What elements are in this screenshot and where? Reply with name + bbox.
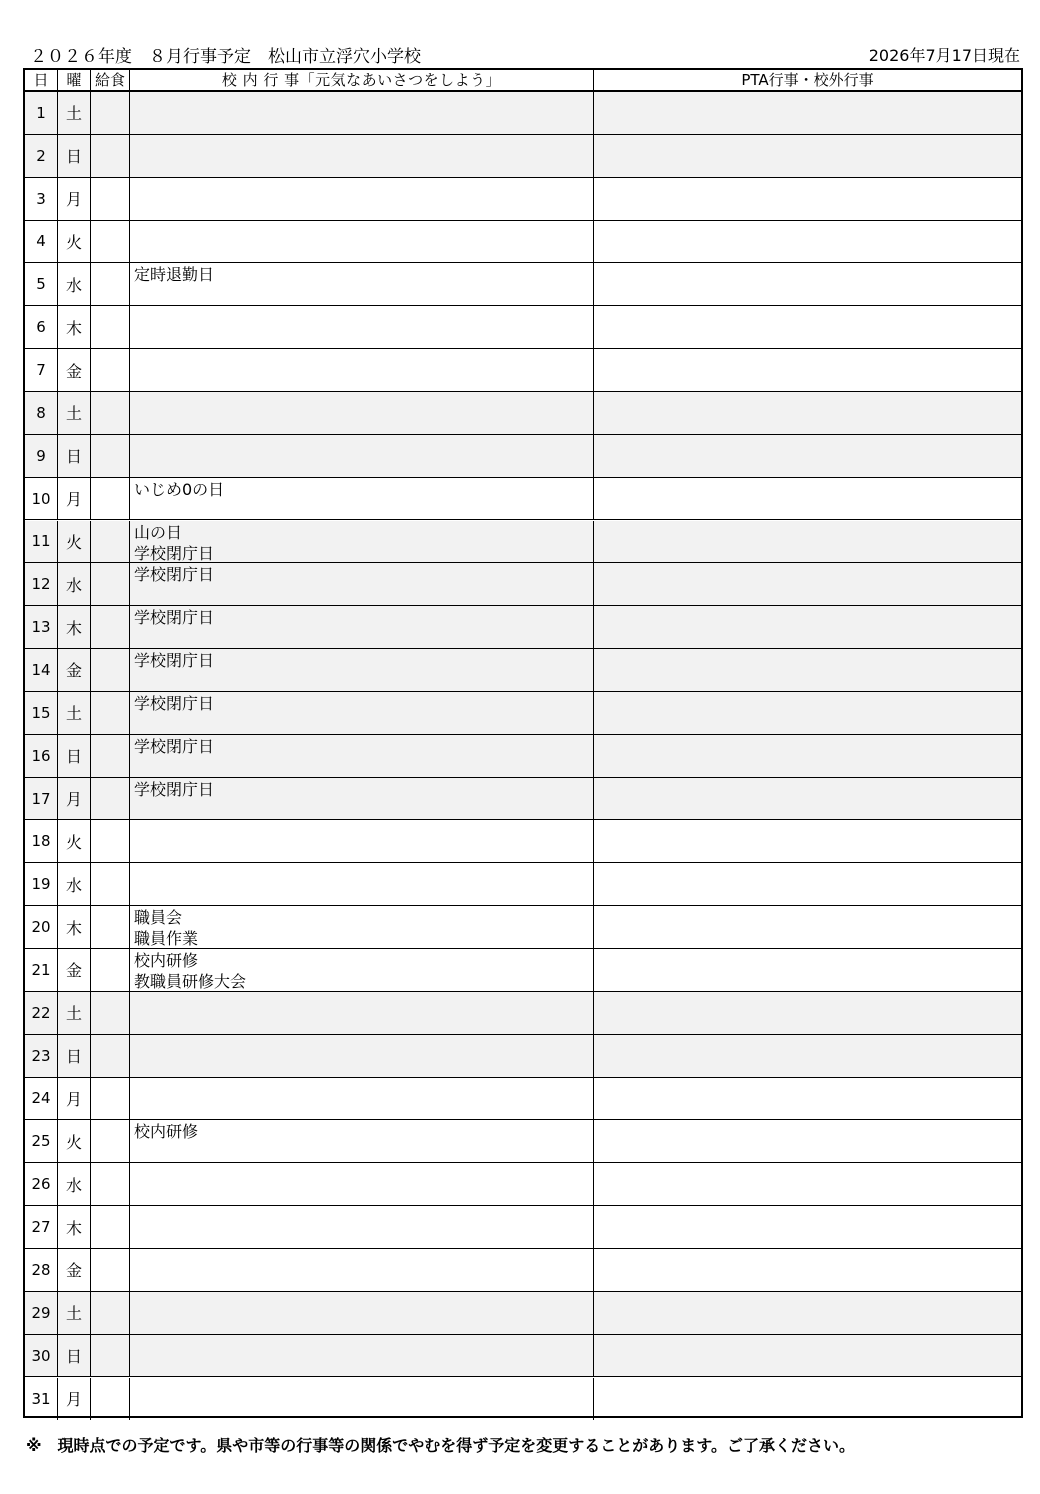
day-number: 22	[25, 992, 58, 1034]
weekday: 水	[58, 263, 91, 305]
day-number: 23	[25, 1035, 58, 1077]
lunch-cell	[91, 1163, 130, 1205]
weekday: 木	[58, 606, 91, 648]
lunch-cell	[91, 221, 130, 263]
weekday: 木	[58, 306, 91, 348]
pta-events-cell	[594, 1078, 1021, 1120]
table-row	[25, 606, 1021, 649]
document-title: ２０２６年度 ８月行事予定 松山市立浮穴小学校	[30, 47, 421, 67]
pta-events-cell	[594, 563, 1021, 605]
day-number: 9	[25, 435, 58, 477]
weekday: 水	[58, 863, 91, 905]
day-number: 18	[25, 820, 58, 862]
school-events-cell	[130, 606, 594, 648]
school-events-cell	[130, 1163, 594, 1205]
school-event: 学校閉庁日	[134, 543, 215, 563]
school-events-cell	[130, 563, 594, 605]
table-row	[25, 521, 1021, 564]
lunch-cell	[91, 92, 130, 134]
table-row	[25, 135, 1021, 178]
table-row	[25, 306, 1021, 349]
table-row	[25, 1163, 1021, 1206]
pta-events-cell	[594, 735, 1021, 777]
pta-events-cell	[594, 820, 1021, 862]
table-row	[25, 735, 1021, 778]
lunch-cell	[91, 649, 130, 691]
school-events-cell	[130, 92, 594, 134]
table-row	[25, 949, 1021, 992]
table-row	[25, 478, 1021, 521]
weekday: 火	[58, 820, 91, 862]
table-row	[25, 1335, 1021, 1378]
school-events-cell	[130, 306, 594, 348]
pta-events-cell	[594, 435, 1021, 477]
weekday: 金	[58, 349, 91, 391]
lunch-cell	[91, 135, 130, 177]
lunch-cell	[91, 435, 130, 477]
pta-events-cell	[594, 949, 1021, 991]
pta-events-cell	[594, 1335, 1021, 1377]
school-event: 学校閉庁日	[134, 736, 215, 756]
weekday: 日	[58, 1035, 91, 1077]
day-number: 6	[25, 306, 58, 348]
table-row	[25, 435, 1021, 478]
lunch-cell	[91, 306, 130, 348]
lunch-cell	[91, 606, 130, 648]
weekday: 月	[58, 1378, 91, 1421]
pta-events-cell	[594, 478, 1021, 520]
footnote: ※ 現時点での予定です。県や市等の行事等の関係でやむを得ず予定を変更することがあります。ご了承ください。	[26, 1436, 855, 1455]
weekday: 火	[58, 521, 91, 563]
table-row	[25, 863, 1021, 906]
day-number: 27	[25, 1206, 58, 1248]
weekday: 月	[58, 178, 91, 220]
table-row	[25, 563, 1021, 606]
pta-events-cell	[594, 1249, 1021, 1291]
school-events-cell	[130, 649, 594, 691]
table-row	[25, 392, 1021, 435]
day-number: 14	[25, 649, 58, 691]
school-event: 職員会	[134, 908, 183, 928]
pta-events-cell	[594, 606, 1021, 648]
school-events-cell	[130, 1206, 594, 1248]
table-row	[25, 1078, 1021, 1121]
weekday: 日	[58, 1335, 91, 1377]
lunch-cell	[91, 178, 130, 220]
table-row	[25, 906, 1021, 949]
lunch-cell	[91, 778, 130, 820]
school-events-cell	[130, 778, 594, 820]
header-lunch: 給食	[91, 70, 130, 90]
school-events-cell	[130, 349, 594, 391]
day-number: 7	[25, 349, 58, 391]
school-events-cell	[130, 992, 594, 1034]
lunch-cell	[91, 563, 130, 605]
weekday: 土	[58, 392, 91, 434]
school-events-cell	[130, 435, 594, 477]
weekday: 土	[58, 692, 91, 734]
pta-events-cell	[594, 992, 1021, 1034]
pta-events-cell	[594, 1120, 1021, 1162]
lunch-cell	[91, 906, 130, 948]
school-events-cell	[130, 1120, 594, 1162]
lunch-cell	[91, 521, 130, 563]
table-row	[25, 1035, 1021, 1078]
school-events-cell	[130, 1292, 594, 1334]
pta-events-cell	[594, 135, 1021, 177]
header-date: 日	[25, 70, 58, 90]
pta-events-cell	[594, 1292, 1021, 1334]
school-event: 教職員研修大会	[134, 972, 247, 991]
lunch-cell	[91, 820, 130, 862]
day-number: 15	[25, 692, 58, 734]
lunch-cell	[91, 735, 130, 777]
table-row	[25, 1378, 1021, 1421]
header-pta-events: PTA行事・校外行事	[741, 70, 874, 89]
pta-events-cell	[594, 392, 1021, 434]
school-events-cell	[130, 263, 594, 305]
lunch-cell	[91, 1292, 130, 1334]
pta-events-cell	[594, 306, 1021, 348]
weekday: 月	[58, 1078, 91, 1120]
weekday: 日	[58, 435, 91, 477]
weekday: 水	[58, 1163, 91, 1205]
day-number: 25	[25, 1120, 58, 1162]
school-events-cell	[130, 1378, 594, 1421]
pta-events-cell	[594, 521, 1021, 563]
weekday: 金	[58, 1249, 91, 1291]
day-number: 12	[25, 563, 58, 605]
lunch-cell	[91, 1206, 130, 1248]
table-row	[25, 349, 1021, 392]
school-event: 校内研修	[134, 1122, 199, 1142]
school-events-cell	[130, 1035, 594, 1077]
day-number: 17	[25, 778, 58, 820]
table-row	[25, 1249, 1021, 1292]
header-school-events: 校 内 行 事「元気なあいさつをしよう」	[130, 70, 594, 90]
weekday: 火	[58, 1120, 91, 1162]
weekday: 月	[58, 478, 91, 520]
pta-events-cell	[594, 692, 1021, 734]
lunch-cell	[91, 692, 130, 734]
lunch-cell	[91, 392, 130, 434]
pta-events-cell	[594, 92, 1021, 134]
pta-events-cell	[594, 778, 1021, 820]
lunch-cell	[91, 863, 130, 905]
weekday: 日	[58, 135, 91, 177]
pta-events-cell	[594, 906, 1021, 948]
day-number: 26	[25, 1163, 58, 1205]
day-number: 2	[25, 135, 58, 177]
pta-events-cell	[594, 649, 1021, 691]
lunch-cell	[91, 263, 130, 305]
day-number: 28	[25, 1249, 58, 1291]
weekday: 土	[58, 92, 91, 134]
lunch-cell	[91, 1335, 130, 1377]
school-events-cell	[130, 1335, 594, 1377]
school-event: いじめ0の日	[134, 479, 225, 499]
lunch-cell	[91, 949, 130, 991]
school-event: 定時退勤日	[134, 265, 215, 285]
lunch-cell	[91, 1035, 130, 1077]
school-events-cell	[130, 521, 594, 563]
day-number: 5	[25, 263, 58, 305]
lunch-cell	[91, 349, 130, 391]
day-number: 11	[25, 521, 58, 563]
school-event: 学校閉庁日	[134, 779, 215, 799]
school-events-cell	[130, 1249, 594, 1291]
school-event: 山の日	[134, 522, 183, 542]
school-events-cell	[130, 178, 594, 220]
weekday: 木	[58, 906, 91, 948]
weekday: 土	[58, 992, 91, 1034]
weekday: 金	[58, 649, 91, 691]
day-number: 16	[25, 735, 58, 777]
weekday: 火	[58, 221, 91, 263]
table-row	[25, 692, 1021, 735]
school-events-cell	[130, 692, 594, 734]
event-calendar-table	[23, 68, 1023, 1418]
school-event: 職員作業	[134, 929, 199, 949]
table-row	[25, 178, 1021, 221]
day-number: 1	[25, 92, 58, 134]
weekday: 日	[58, 735, 91, 777]
pta-events-cell	[594, 263, 1021, 305]
day-number: 3	[25, 178, 58, 220]
as-of-date: 2026年7月17日現在	[868, 46, 1020, 65]
school-events-cell	[130, 135, 594, 177]
lunch-cell	[91, 478, 130, 520]
weekday: 金	[58, 949, 91, 991]
pta-events-cell	[594, 1035, 1021, 1077]
pta-events-cell	[594, 349, 1021, 391]
day-number: 10	[25, 478, 58, 520]
day-number: 24	[25, 1078, 58, 1120]
school-events-cell	[130, 1078, 594, 1120]
day-number: 21	[25, 949, 58, 991]
school-events-cell	[130, 949, 594, 991]
school-event: 校内研修	[134, 951, 199, 970]
lunch-cell	[91, 1378, 130, 1421]
lunch-cell	[91, 1120, 130, 1162]
day-number: 20	[25, 906, 58, 948]
school-events-cell	[130, 221, 594, 263]
day-number: 30	[25, 1335, 58, 1377]
school-event: 学校閉庁日	[134, 608, 215, 628]
table-row	[25, 1120, 1021, 1163]
pta-events-cell	[594, 1378, 1021, 1421]
table-row	[25, 263, 1021, 306]
pta-events-cell	[594, 863, 1021, 905]
pta-events-cell	[594, 221, 1021, 263]
weekday: 木	[58, 1206, 91, 1248]
weekday: 月	[58, 778, 91, 820]
table-row	[25, 778, 1021, 821]
day-number: 8	[25, 392, 58, 434]
school-events-cell	[130, 820, 594, 862]
table-row	[25, 221, 1021, 264]
header-weekday: 曜	[58, 70, 91, 90]
school-event: 学校閉庁日	[134, 565, 215, 585]
day-number: 29	[25, 1292, 58, 1334]
school-event: 学校閉庁日	[134, 693, 215, 713]
day-number: 19	[25, 863, 58, 905]
school-events-cell	[130, 863, 594, 905]
lunch-cell	[91, 1078, 130, 1120]
school-events-cell	[130, 392, 594, 434]
pta-events-cell	[594, 1163, 1021, 1205]
school-events-cell	[130, 478, 594, 520]
table-header-row	[25, 70, 1021, 92]
table-row	[25, 992, 1021, 1035]
table-row	[25, 1206, 1021, 1249]
pta-events-cell	[594, 1206, 1021, 1248]
pta-events-cell	[594, 178, 1021, 220]
table-row	[25, 649, 1021, 692]
day-number: 4	[25, 221, 58, 263]
school-events-cell	[130, 906, 594, 948]
day-number: 31	[25, 1378, 58, 1421]
school-event: 学校閉庁日	[134, 651, 215, 671]
table-row	[25, 820, 1021, 863]
table-row	[25, 1292, 1021, 1335]
day-number: 13	[25, 606, 58, 648]
weekday: 土	[58, 1292, 91, 1334]
weekday: 水	[58, 563, 91, 605]
lunch-cell	[91, 992, 130, 1034]
school-events-cell	[130, 735, 594, 777]
lunch-cell	[91, 1249, 130, 1291]
table-row	[25, 92, 1021, 135]
